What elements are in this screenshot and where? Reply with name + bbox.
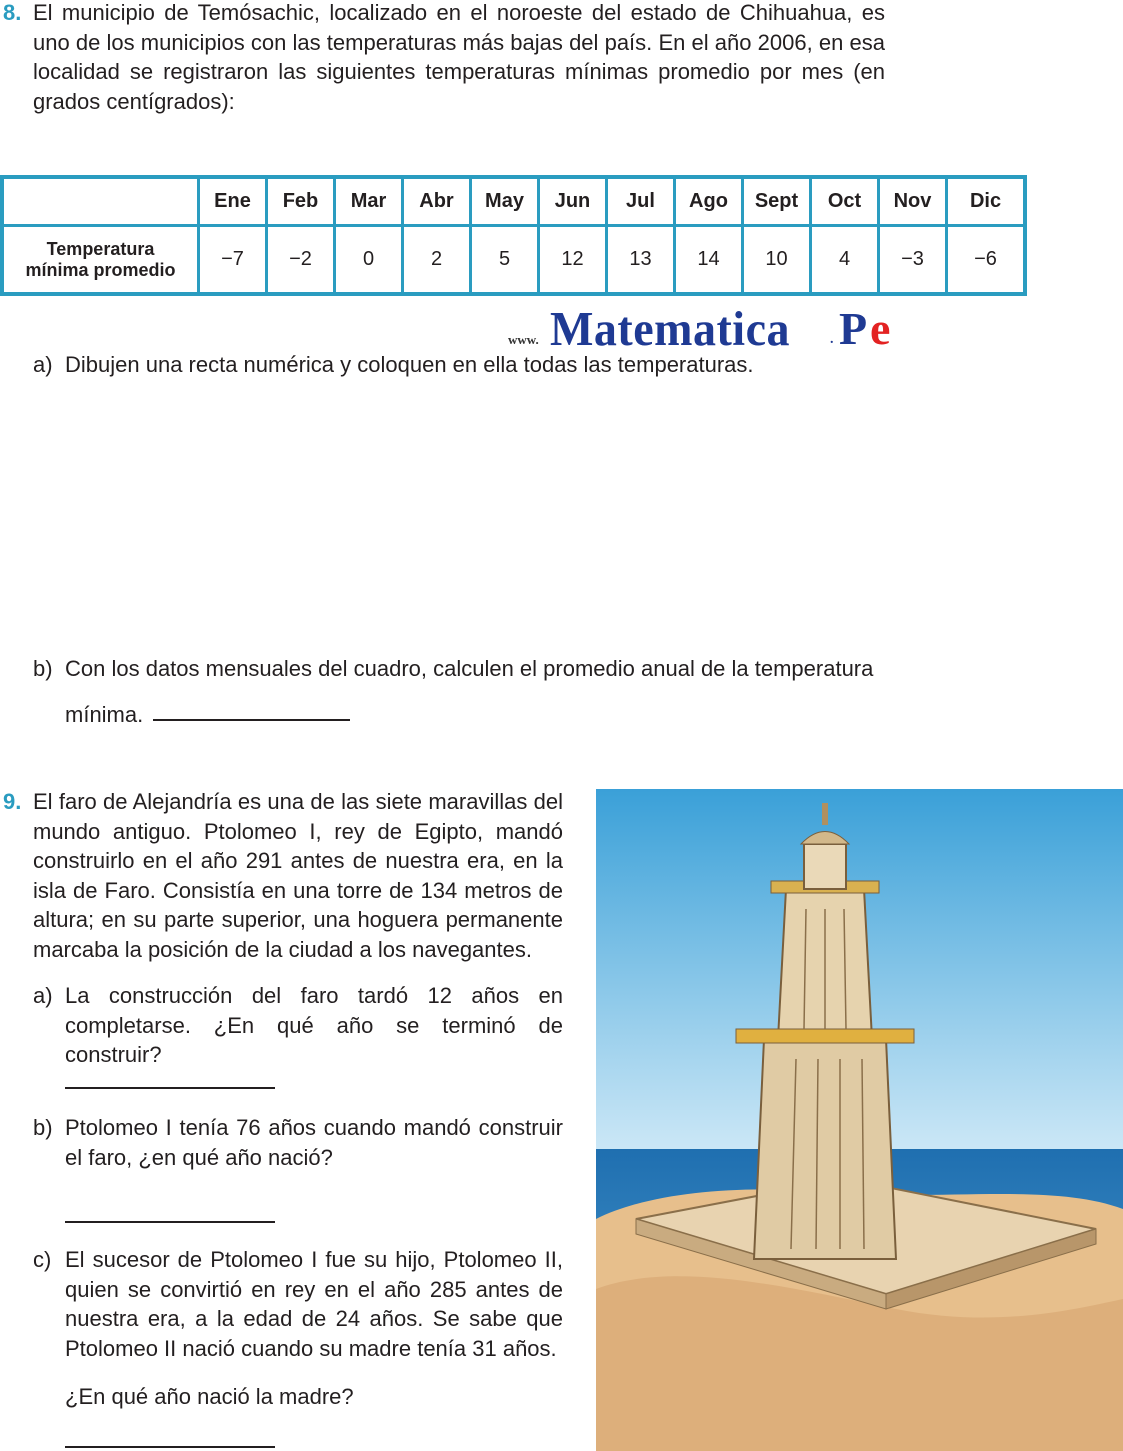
month-header: Jul <box>608 179 676 224</box>
lighthouse-lantern <box>804 844 846 889</box>
problem-8b-text: Con los datos mensuales del cuadro, calculen el promedio anual de la temperatura <box>65 656 874 681</box>
problem-9b-text: Ptolomeo I tenía 76 años cuando mandó construir el faro, ¿en qué año nació? <box>65 1115 563 1170</box>
problem-9a-label: a) <box>33 983 53 1008</box>
temperature-value: 12 <box>540 227 608 292</box>
problem-9c-label: c) <box>33 1247 52 1272</box>
temperature-value: 13 <box>608 227 676 292</box>
row-header-line2: mínima promedio <box>25 259 176 280</box>
lighthouse-base-tower <box>754 1039 896 1259</box>
watermark-dot: . <box>830 332 834 347</box>
row-header <box>4 227 200 292</box>
problem-8b-label: b) <box>33 656 53 681</box>
temperature-value: 4 <box>812 227 880 292</box>
problem-8-number: 8. <box>3 0 22 25</box>
month-header: Dic <box>969 190 1002 212</box>
table-corner-cell <box>4 179 200 224</box>
temperature-value: −7 <box>200 227 268 292</box>
problem-8-intro: El municipio de Temósachic, localizado en el noroeste del estado de Chihuahua, es uno de los municipios con las temperaturas más bajas del país. En el año 2006, en esa localidad se registraron las siguientes temperaturas mínimas promedio por mes (en grados centígrados): <box>33 0 885 114</box>
temperature-table <box>0 175 1027 296</box>
temperature-value: −3 <box>880 227 948 292</box>
problem-9-number: 9. <box>3 789 22 814</box>
temperature-value: 2 <box>404 227 472 292</box>
answer-line-9c[interactable] <box>65 1446 275 1448</box>
watermark-p: P <box>839 303 868 354</box>
month-header: Mar <box>336 179 404 224</box>
lighthouse-illustration <box>596 789 1123 1451</box>
answer-line-9b[interactable] <box>65 1221 275 1223</box>
table-value-row <box>4 227 1023 292</box>
statue <box>822 803 828 825</box>
month-header: Ene <box>200 179 268 224</box>
table-header-row <box>4 179 1023 227</box>
month-header: Sept <box>744 179 812 224</box>
temperature-value: −6 <box>974 248 997 270</box>
row-header-line1: Temperatura <box>46 238 155 259</box>
problem-8b-text2: mínima. <box>65 702 144 727</box>
month-header: Oct <box>812 179 880 224</box>
temperature-value: 0 <box>336 227 404 292</box>
month-header: Abr <box>404 179 472 224</box>
problem-9a-text: La construcción del faro tardó 12 años en completarse. ¿En qué año se terminó de construir? <box>65 983 563 1067</box>
problem-8a-text: Dibujen una recta numérica y coloquen en ella todas las temperaturas. <box>65 352 754 377</box>
month-header: Jun <box>540 179 608 224</box>
gold-ledge <box>736 1029 914 1043</box>
temperature-value: −2 <box>268 227 336 292</box>
watermark-prefix: www. <box>508 332 539 347</box>
answer-line-9a[interactable] <box>65 1087 275 1089</box>
temperature-value: 10 <box>744 227 812 292</box>
month-header: Ago <box>676 179 744 224</box>
watermark-e: e <box>870 303 891 354</box>
month-header: Nov <box>880 179 948 224</box>
problem-9c-question: ¿En qué año nació la madre? <box>65 1384 354 1409</box>
answer-line-8b[interactable] <box>153 719 350 721</box>
month-header: May <box>472 179 540 224</box>
problem-9b-label: b) <box>33 1115 53 1140</box>
problem-9c-text: El sucesor de Ptolomeo I fue su hijo, Ptolomeo II, quien se convirtió en rey en el año 285 antes de nuestra era, a la edad de 24 años. Se sabe que Ptolomeo II nació cuando su madre tenía 31 años. <box>65 1247 563 1361</box>
problem-9-intro: El faro de Alejandría es una de las siete maravillas del mundo antiguo. Ptolomeo I, rey de Egipto, mandó construirlo en el año 291 antes de nuestra era, en la isla de Faro. Consistía en una torre de 134 metros de altura; en su parte superior, una hoguera permanente marcaba la posición de la ciudad a los navegantes. <box>33 789 563 962</box>
watermark-main: Matematica <box>550 301 790 356</box>
problem-8a-label: a) <box>33 352 53 377</box>
temperature-value: 5 <box>472 227 540 292</box>
month-header: Feb <box>268 179 336 224</box>
temperature-value: 14 <box>676 227 744 292</box>
